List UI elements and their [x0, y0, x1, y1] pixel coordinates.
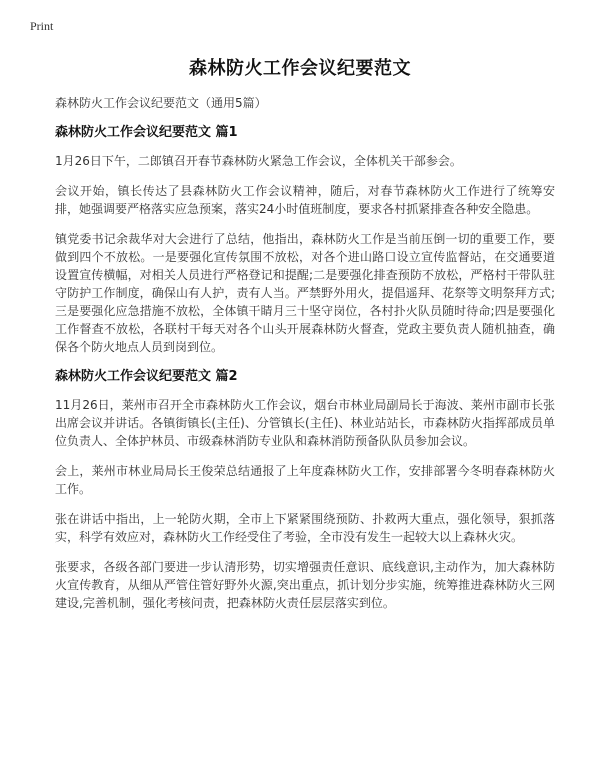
paragraph: 11月26日，莱州市召开全市森林防火工作会议，烟台市林业局副局长于海波、莱州市副市长张出席会议并讲话。各镇街镇长(主任)、分管镇长(主任)、林业站站长，市森林防火指挥部成员单位负责人、全体护林员、市级森林消防专业队和森林消防预备队队员参加会议。	[55, 398, 555, 448]
section-heading: 森林防火工作会议纪要范文 篇1	[55, 125, 238, 140]
print-link[interactable]: Print	[30, 19, 54, 33]
document-body	[55, 94, 555, 624]
paragraph: 会议开始，镇长传达了县森林防火工作会议精神，随后，对春节森林防火工作进行了统筹安排，她强调要严格落实应急预案，落实24小时值班制度，要求各村抓紧排查各种安全隐患。	[55, 184, 555, 216]
section-2	[55, 368, 555, 612]
page-title: 森林防火工作会议纪要范文	[189, 58, 411, 79]
paragraph: 1月26日下午，二郎镇召开春节森林防火紧急工作会议，全体机关干部参会。	[55, 154, 462, 168]
document-subtitle: 森林防火工作会议纪要范文（通用5篇）	[55, 96, 267, 110]
section-1	[55, 124, 555, 356]
paragraph: 会上，莱州市林业局局长王俊荣总结通报了上年度森林防火工作，安排部署今冬明春森林防火工作。	[55, 464, 555, 496]
paragraph: 张要求，各级各部门要进一步认清形势，切实增强责任意识、底线意识,主动作为，加大森林防火宣传教育，从细从严管住管好野外火源,突出重点，抓计划分步实施，统筹推进森林防火三网建设,完善机制，强化考核问责，把森林防火责任层层落实到位。	[55, 560, 555, 610]
section-heading: 森林防火工作会议纪要范文 篇2	[55, 369, 238, 384]
paragraph: 张在讲话中指出，上一轮防火期，全市上下紧紧围绕预防、扑救两大重点，强化领导，狠抓落实，科学有效应对，森林防火工作经受住了考验，全市没有发生一起较大以上森林火灾。	[55, 512, 555, 544]
paragraph: 镇党委书记余裁华对大会进行了总结，他指出，森林防火工作是当前压倒一切的重要工作，要做到四个不放松。一是要强化宣传氛围不放松，对各个进山路口设立宣传监督站，在交通要道设置宣传横幅，对相关人员进行严格登记和提醒;二是要强化排查预防不放松，严格村干带队驻守防护工作制度，确保山有人护，责有人当。严禁野外用火，提倡遥拜、花祭等文明祭拜方式;三是要强化应急措施不放松，全体镇干睛月三十坚守岗位，各村扑火队员随时待命;四是要强化工作督查不放松，各联村干每天对各个山头开展森林防火督查，党政主要负责人随机抽查，确保各个防火地点人员到岗到位。	[55, 232, 555, 354]
